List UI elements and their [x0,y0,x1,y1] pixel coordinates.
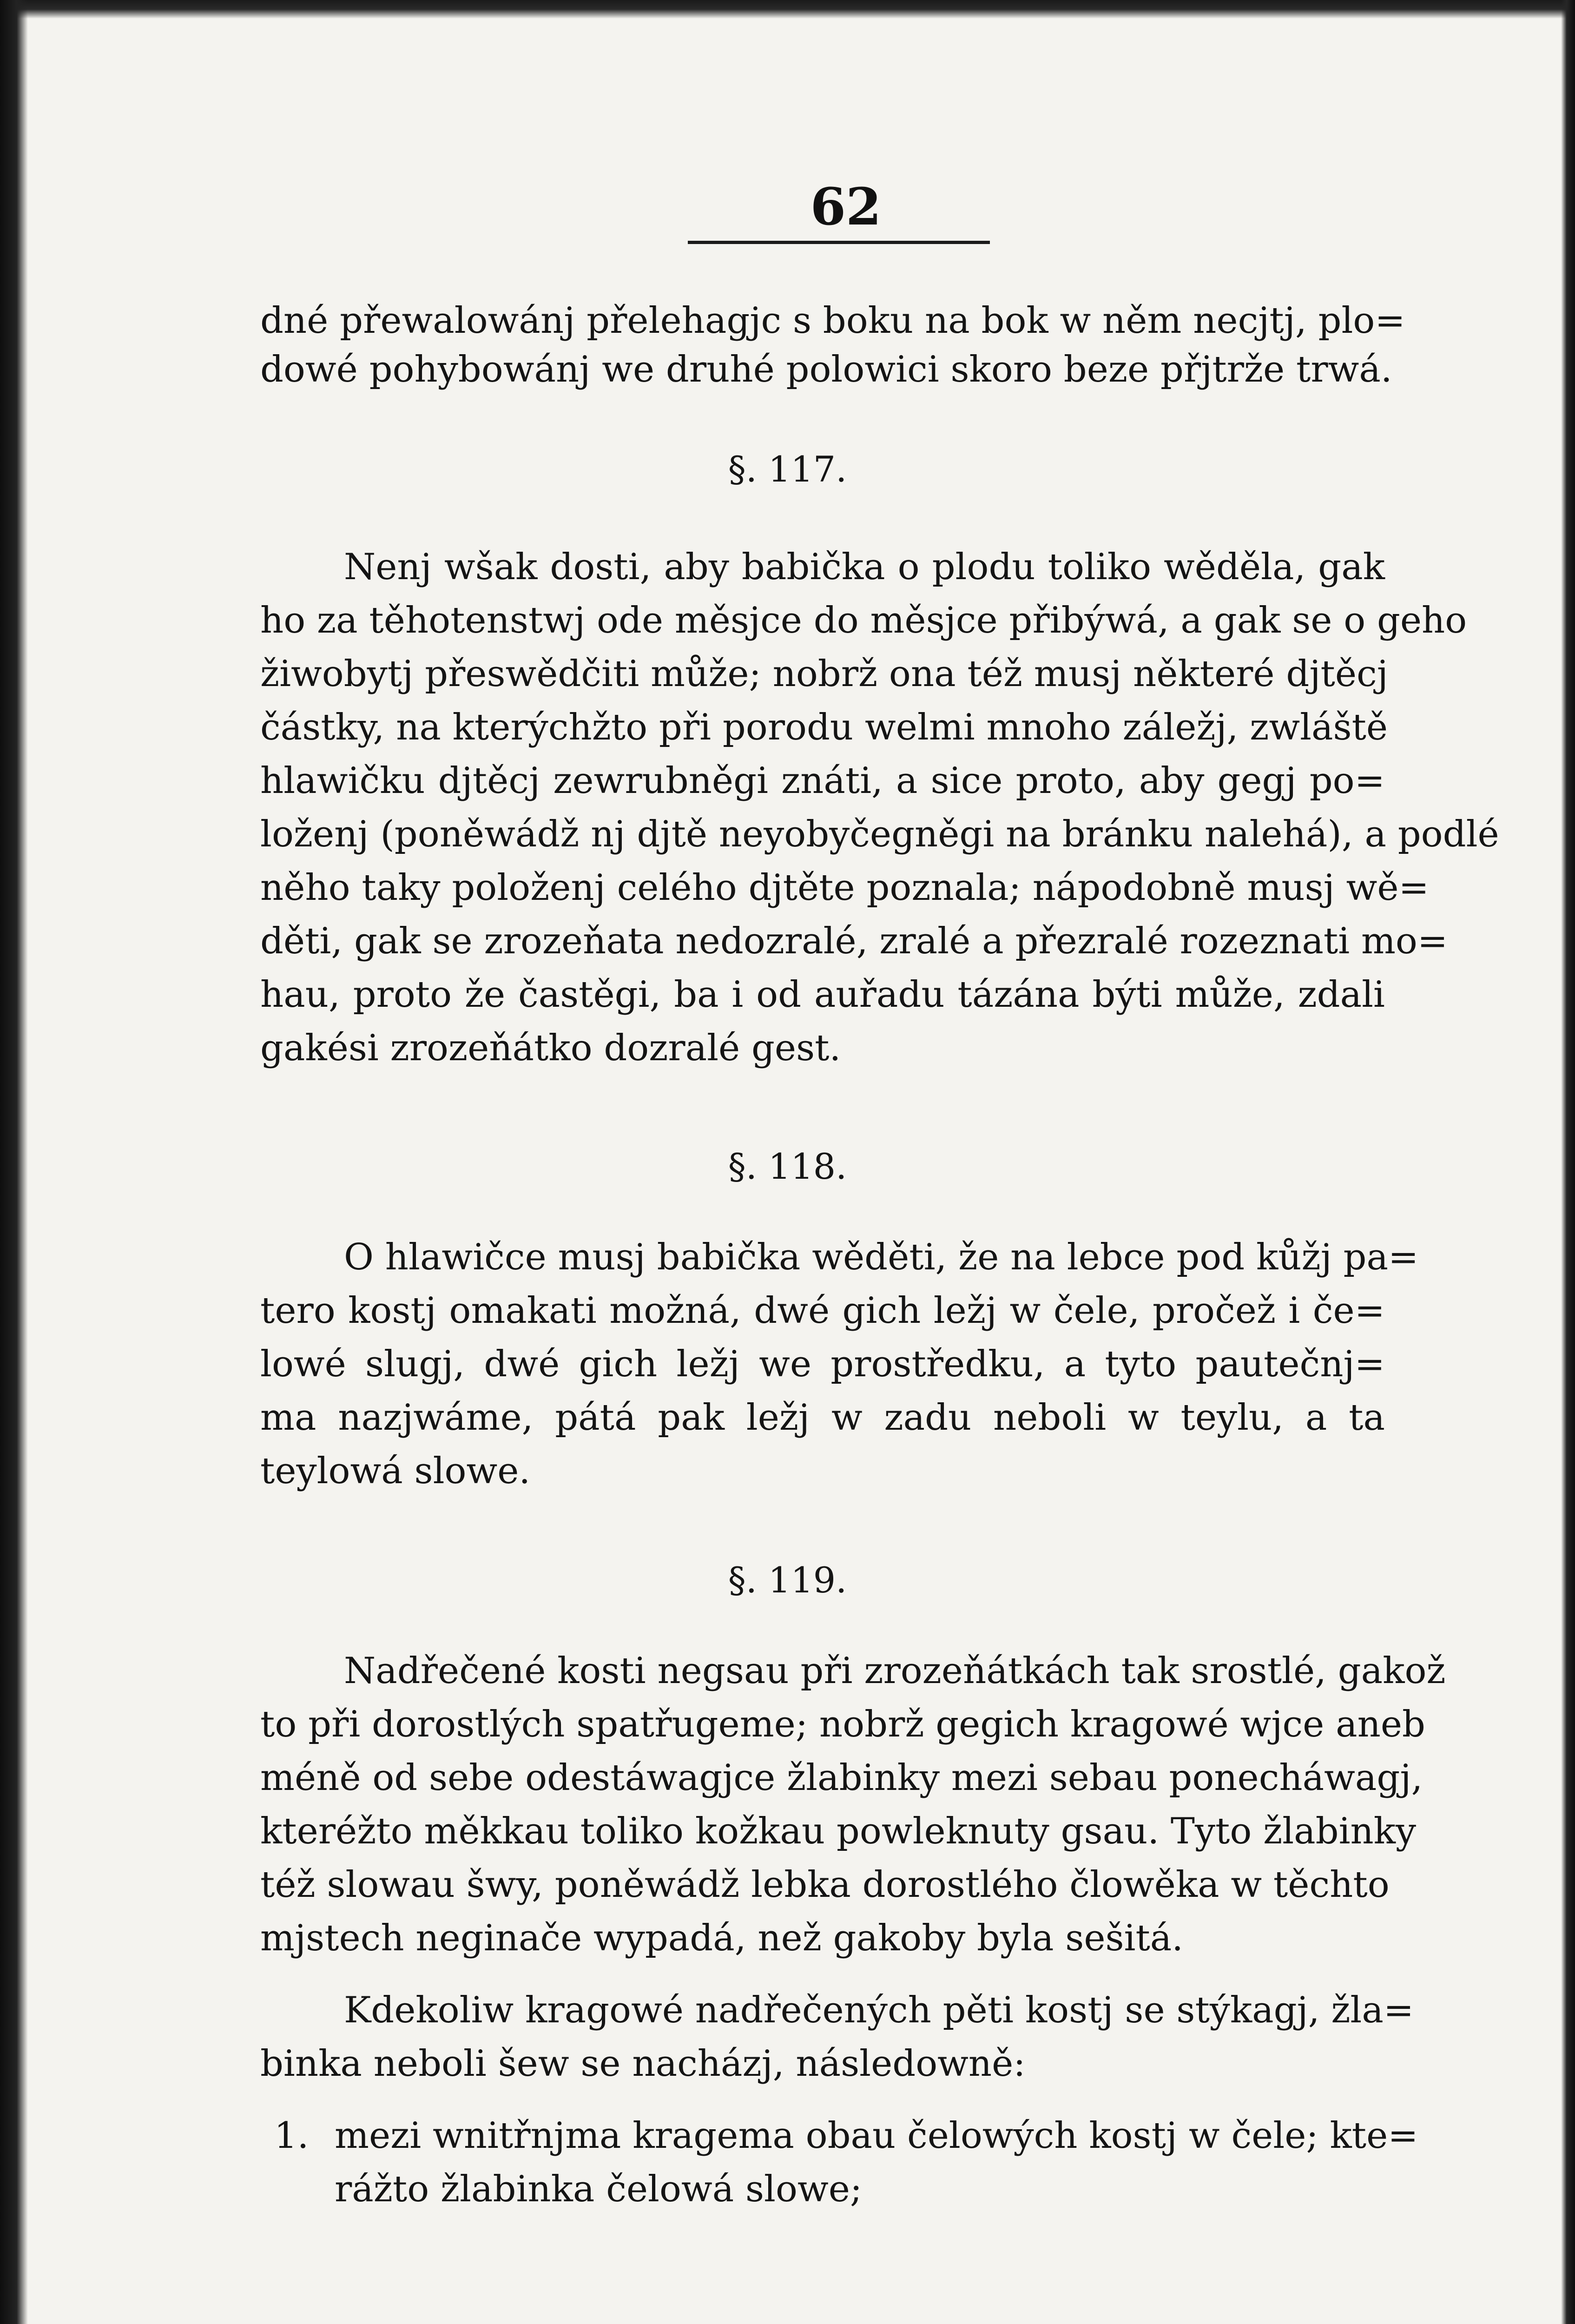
scan-edge-top [0,0,1575,19]
text-line: tero kostj omakati možná, dwé gich ležj w čele, pročež i če= [260,1290,1385,1332]
text-line: kteréžto měkkau toliko kožkau powleknuty gsau. Tyto žlabinky [260,1810,1417,1852]
text-line: binka neboli šew se nacházj, následowně: [260,2043,1026,2085]
text-line: žiwobytj přeswědčiti může; nobrž ona též musj některé djtěcj [260,653,1388,695]
text-line: Nadřečené kosti negsau při zrozeňátkách tak srostlé, gakož [344,1650,1446,1692]
text-line: O hlawičce musj babička wěděti, že na lebce pod kůžj pa= [344,1236,1419,1278]
text-line: Kdekoliw kragowé nadřečených pěti kostj se stýkagj, žla= [344,1989,1414,2031]
text-line: ma nazjwáme, pátá pak ležj w zadu neboli w teylu, a ta [260,1397,1385,1439]
text-line: mjstech neginače wypadá, než gakoby byla sešitá. [260,1917,1184,1959]
text-line: teylowá slowe. [260,1450,531,1492]
text-line: děti, gak se zrozeňata nedozralé, zralé a přezralé rozeznati mo= [260,920,1448,962]
list-item-line: mezi wnitřnjma kragema obau čelowých kostj w čele; kte= [335,2115,1418,2157]
header-rule [688,241,990,244]
section-heading-117: §. 117. [728,449,847,490]
text-line: lowé slugj, dwé gich ležj we prostředku, a tyto pautečnj= [260,1343,1385,1385]
list-number: 1. [274,2115,309,2157]
text-line: loženj (poněwádž nj djtě neyobyčegněgi na bránku nalehá), a podlé [260,813,1499,855]
page-number: 62 [810,177,882,237]
text-line: dné přewalowánj přelehagjc s boku na bok w něm necjtj, plo= [260,300,1405,342]
list-item-line: rážto žlabinka čelowá slowe; [335,2168,863,2210]
text-line: méně od sebe odestáwagjce žlabinky mezi sebau ponecháwagj, [260,1757,1423,1799]
text-line: ho za těhotenstwj ode měsjce do měsjce přibýwá, a gak se o geho [260,600,1467,641]
text-line: hlawičku djtěcj zewrubněgi znáti, a sice proto, aby gegj po= [260,760,1385,802]
text-line: něho taky položenj celého djtěte poznala; nápodobně musj wě= [260,867,1429,909]
section-heading-118: §. 118. [728,1146,847,1187]
text-line: to při dorostlých spatřugeme; nobrž gegich kragowé wjce aneb [260,1703,1425,1745]
text-line: dowé pohybowánj we druhé polowici skoro beze přjtrže trwá. [260,349,1392,390]
text-line: částky, na kterýchžto při porodu welmi mnoho záležj, zwláště [260,706,1388,748]
text-line: též slowau šwy, poněwádž lebka dorostlého člowěka w těchto [260,1864,1390,1906]
text-line: gakési zrozeňátko dozralé gest. [260,1027,841,1069]
section-heading-119: §. 119. [728,1559,847,1601]
text-line: hau, proto že častěgi, ba i od auřadu tázána býti může, zdali [260,974,1385,1016]
text-line: Nenj wšak dosti, aby babička o plodu toliko wěděla, gak [344,546,1385,588]
